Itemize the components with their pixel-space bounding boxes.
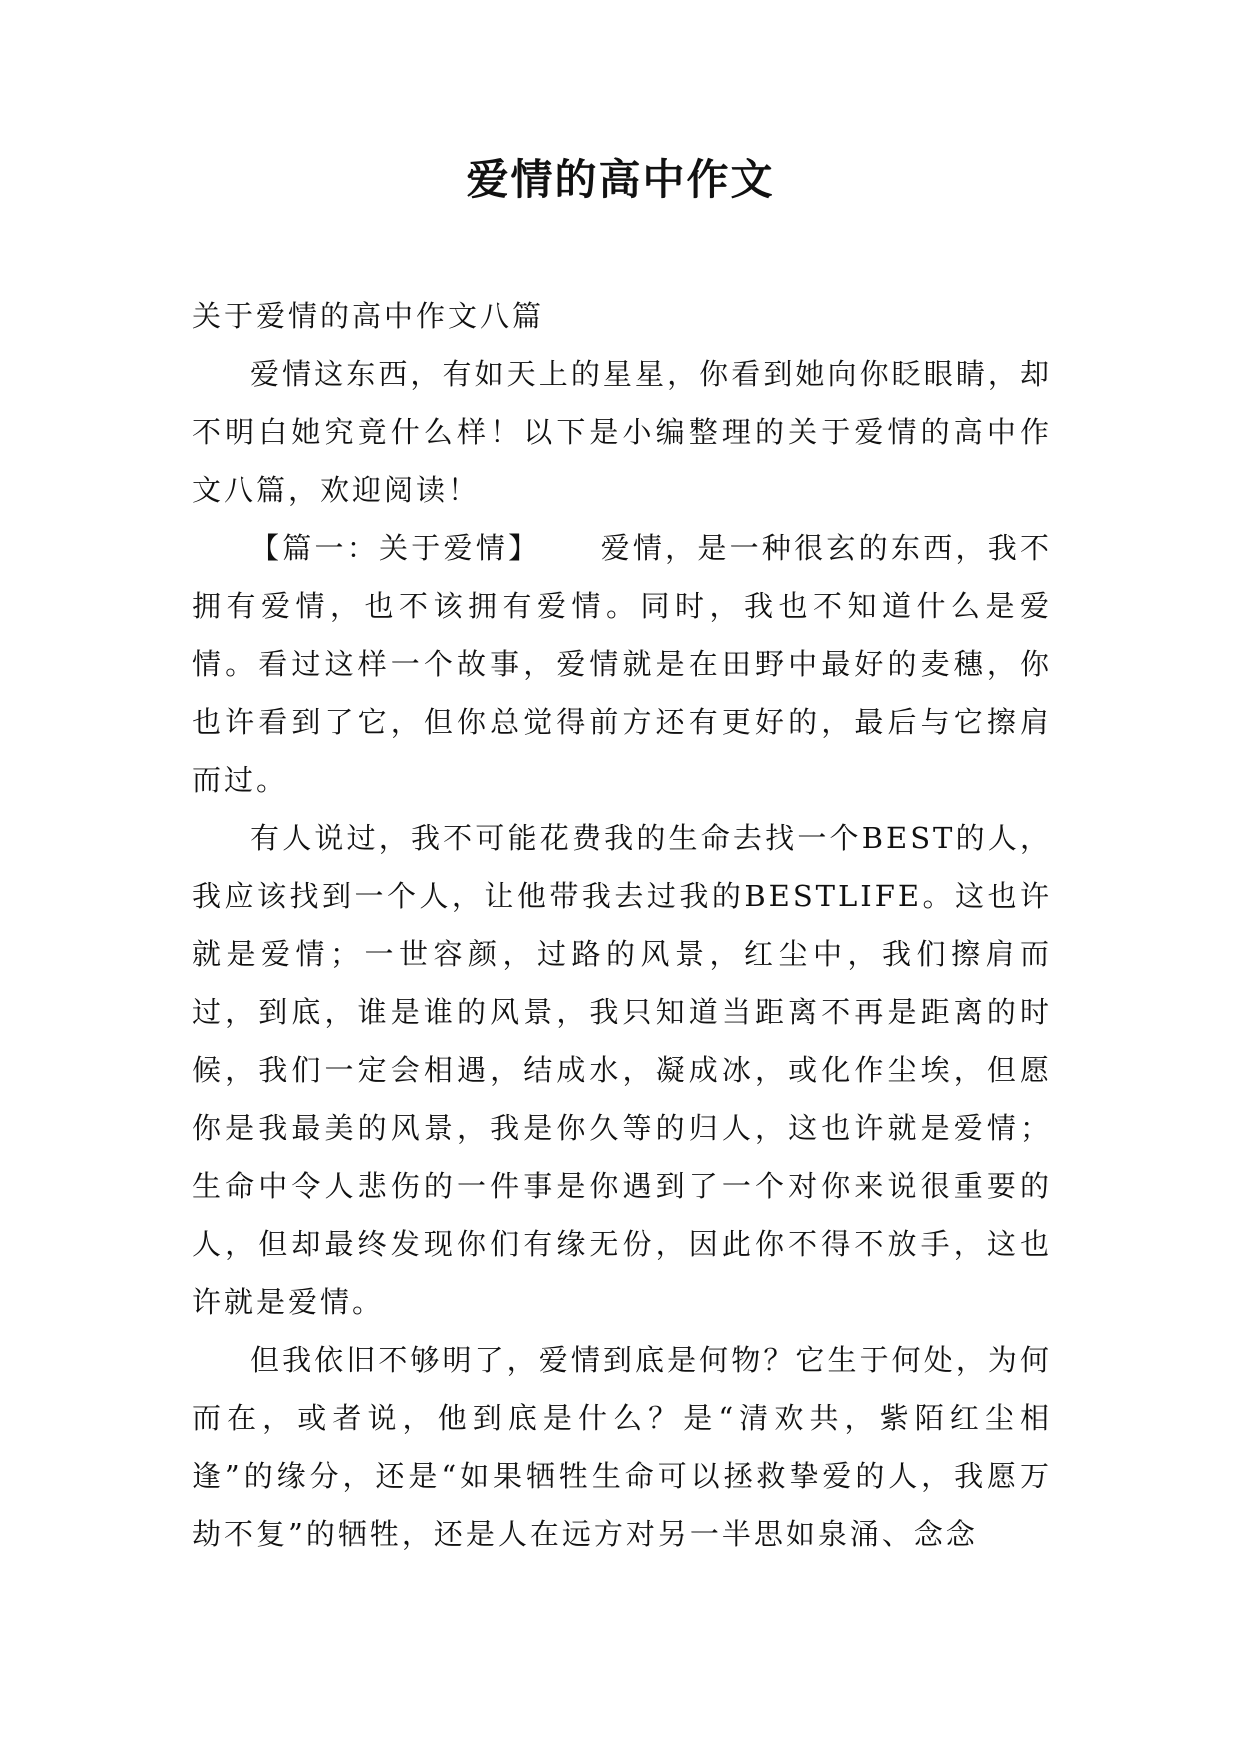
section-one-heading: 【篇一：关于爱情】: [250, 531, 541, 565]
intro-paragraph: 爱情这东西，有如天上的星星，你看到她向你眨眼睛，却不明白她究竟什么样！以下是小编整理的关于爱情的高中作文八篇，欢迎阅读！: [192, 357, 1052, 507]
section-one-text: 爱情，是一种很玄的东西，我不拥有爱情，也不该拥有爱情。同时，我也不知道什么是爱情。看过这样一个故事，爱情就是在田野中最好的麦穗，你也许看到了它，但你总觉得前方还有更好的，最后与它擦肩而过。: [192, 531, 1052, 797]
document-subtitle: 关于爱情的高中作文八篇: [192, 299, 545, 333]
paragraph-two: 有人说过，我不可能花费我的生命去找一个BEST的人，我应该找到一个人，让他带我去过我的BESTLIFE。这也许就是爱情；一世容颜，过路的风景，红尘中，我们擦肩而过，到底，谁是谁的风景，我只知道当距离不再是距离的时候，我们一定会相遇，结成水，凝成冰，或化作尘埃，但愿你是我最美的风景，我是你久等的归人，这也许就是爱情；生命中令人悲伤的一件事是你遇到了一个对你来说很重要的人，但却最终发现你们有缘无份，因此你不得不放手，这也许就是爱情。: [192, 821, 1052, 1319]
document-body: [192, 287, 1052, 1563]
paragraph-three: 但我依旧不够明了，爱情到底是何物？它生于何处，为何而在，或者说，他到底是什么？是“清欢共，紫陌红尘相逢”的缘分，还是“如果牺牲生命可以拯救挚爱的人，我愿万劫不复”的牺牲，还是人在远方对另一半思如泉涌、念念: [192, 1343, 1052, 1551]
section-one-paragraph: [192, 519, 1052, 809]
document-title: 爱情的高中作文: [466, 155, 775, 204]
